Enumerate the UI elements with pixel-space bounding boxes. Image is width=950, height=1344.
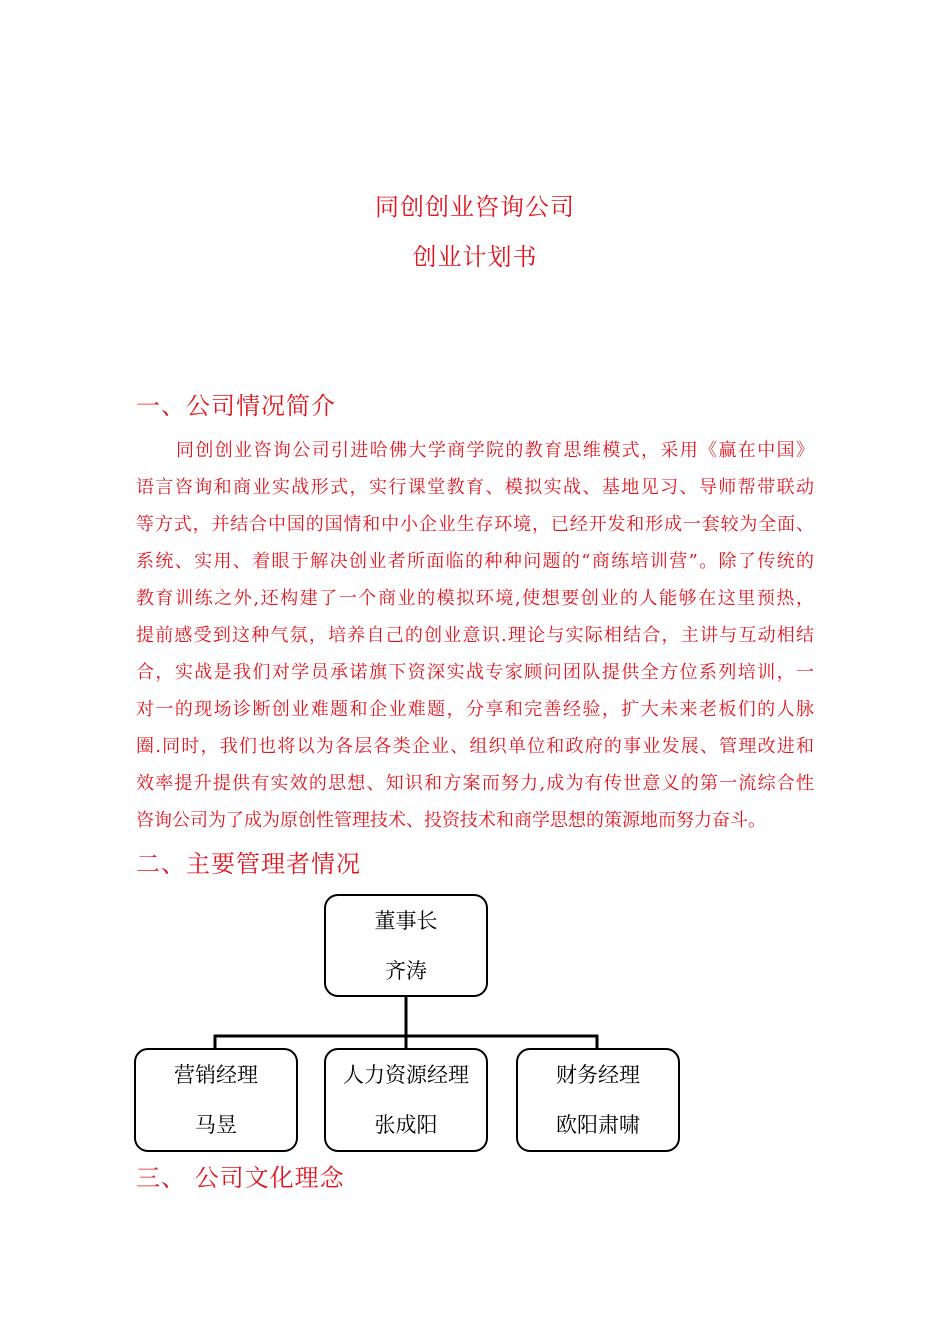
- org-person: 欧阳肃啸: [556, 1113, 640, 1137]
- section-heading-management: 二、主要管理者情况: [136, 850, 361, 878]
- paragraph-line: 提前感受到这种气氛，培养自己的创业意识.理论与实际相结合，主讲与互动相结: [136, 625, 814, 646]
- paragraph-line: 同创创业咨询公司引进哈佛大学商学院的教育思维模式，采用《赢在中国》: [176, 440, 814, 461]
- org-box-marketing-manager: [134, 1048, 298, 1152]
- org-person: 张成阳: [374, 1113, 438, 1137]
- paragraph-line: 对一的现场诊断创业难题和企业难题，分享和完善经验，扩大未来老板们的人脉: [136, 699, 814, 720]
- document-title: 创业计划书: [412, 243, 538, 271]
- paragraph-line: 效率提升提供有实效的思想、知识和方案而努力,成为有传世意义的第一流综合性: [136, 773, 814, 794]
- paragraph-line: 合，实战是我们对学员承诺旗下资深实战专家顾问团队提供全方位系列培训，一: [136, 662, 814, 683]
- section-heading-company-culture: 三、 公司文化理念: [136, 1164, 345, 1192]
- org-box-chairman: [324, 894, 488, 997]
- org-box-finance-manager: [516, 1048, 680, 1152]
- section-heading-company-intro: 一、公司情况简介: [136, 392, 336, 420]
- org-person: 马昱: [195, 1113, 237, 1137]
- paragraph-line: 圈.同时，我们也将以为各层各类企业、组织单位和政府的事业发展、管理改进和: [136, 736, 814, 757]
- org-role: 董事长: [374, 909, 438, 933]
- paragraph-line: 教育训练之外,还构建了一个商业的模拟环境,使想要创业的人能够在这里预热，: [136, 588, 814, 609]
- org-role: 财务经理: [556, 1063, 640, 1087]
- org-person: 齐涛: [385, 959, 427, 983]
- paragraph-line: 系统、实用、着眼于解决创业者所面临的种种问题的“商练培训营”。除了传统的: [136, 551, 814, 572]
- org-role: 营销经理: [174, 1063, 258, 1087]
- org-box-hr-manager: [324, 1048, 488, 1152]
- paragraph-line: 咨询公司为了成为原创性管理技术、投资技术和商学思想的策源地而努力奋斗。: [136, 810, 766, 831]
- paragraph-line: 语言咨询和商业实战形式，实行课堂教育、模拟实战、基地见习、导师帮带联动: [136, 477, 814, 498]
- org-role: 人力资源经理: [343, 1063, 469, 1087]
- company-name: 同创创业咨询公司: [375, 193, 575, 221]
- paragraph-line: 等方式，并结合中国的国情和中小企业生存环境，已经开发和形成一套较为全面、: [136, 514, 814, 535]
